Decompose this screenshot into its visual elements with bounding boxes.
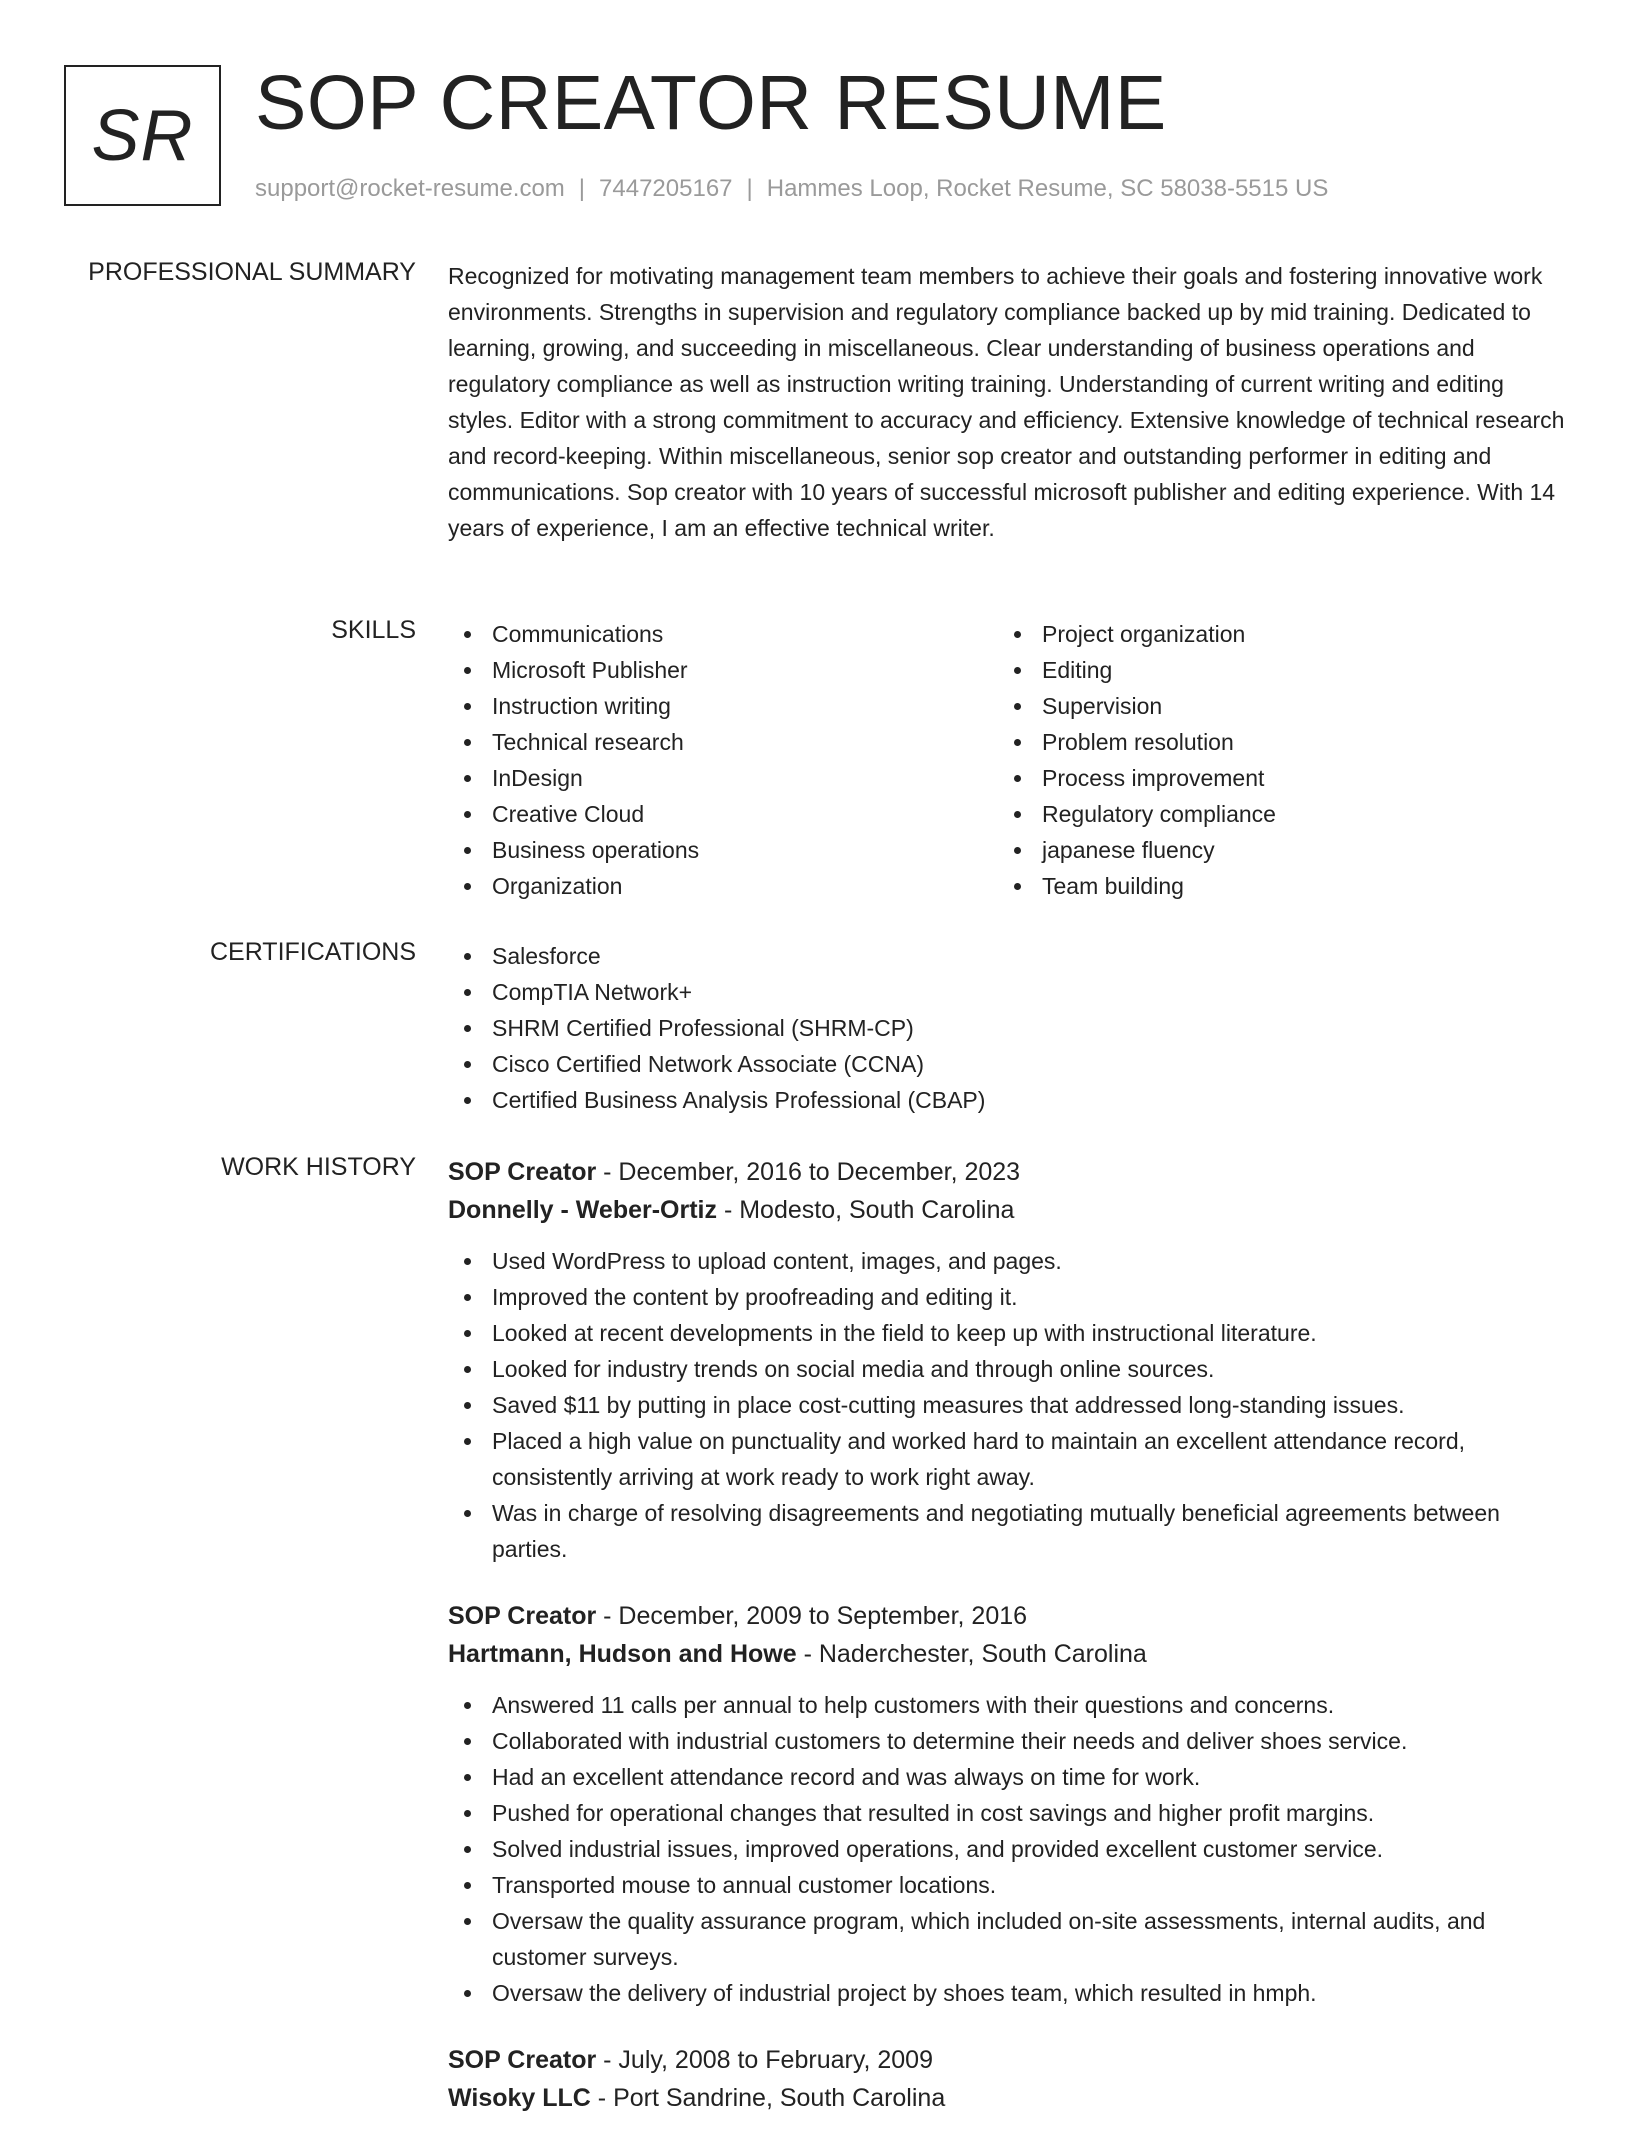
job-title-line [448,1153,1568,1191]
job-bullet: Oversaw the quality assurance program, which included on-site assessments, internal audits, and customer surveys. [448,1903,1568,1975]
certifications-heading: CERTIFICATIONS [209,938,416,966]
job-title: SOP Creator [448,2046,597,2074]
skill-item: Microsoft Publisher [448,652,998,688]
certifications-body [448,938,1568,1118]
job-dates: - July, 2008 to February, 2009 [596,2046,933,2074]
skill-item: Editing [998,652,1548,688]
job-bullet: Improved the content by proofreading and editing it. [448,1279,1568,1315]
job-title-line [448,1597,1568,1635]
summary-body [448,258,1568,546]
job-entry [448,1153,1568,1567]
skill-item: Process improvement [998,760,1548,796]
monogram-logo: SR [64,65,221,206]
certification-item: Certified Business Analysis Professional (CBAP) [448,1082,1568,1118]
contact-address: Hammes Loop, Rocket Resume, SC 58038-5515 US [766,175,1329,202]
job-bullets [448,1687,1568,2011]
skill-item: japanese fluency [998,832,1548,868]
job-dates: - December, 2016 to December, 2023 [596,1158,1021,1186]
skills-heading: SKILLS [331,616,416,644]
job-location: - Port Sandrine, South Carolina [590,2084,946,2112]
skill-item: Organization [448,868,998,904]
certification-item: SHRM Certified Professional (SHRM-CP) [448,1010,1568,1046]
certifications-list [448,938,1568,1118]
job-bullet: Answered 11 calls per annual to help customers with their questions and concerns. [448,1687,1568,1723]
job-entry [448,2041,1568,2117]
job-title: SOP Creator [448,1158,597,1186]
skill-item: Technical research [448,724,998,760]
job-bullet: Was in charge of resolving disagreements and negotiating mutually beneficial agreements between parties. [448,1495,1568,1567]
contact-separator: | [578,175,586,202]
contact-line [255,175,1328,203]
skills-body [448,616,1568,904]
summary-heading: PROFESSIONAL SUMMARY [88,258,416,286]
job-employer: Wisoky LLC [448,2084,591,2112]
job-bullet: Saved $11 by putting in place cost-cutting measures that addressed long-standing issues. [448,1387,1568,1423]
job-bullet: Transported mouse to annual customer locations. [448,1867,1568,1903]
job-employer-line [448,2079,1568,2117]
job-bullet: Solved industrial issues, improved operations, and provided excellent customer service. [448,1831,1568,1867]
job-title: SOP Creator [448,1602,597,1630]
job-bullets [448,1243,1568,1567]
skill-item: InDesign [448,760,998,796]
certification-item: CompTIA Network+ [448,974,1568,1010]
skill-item: Problem resolution [998,724,1548,760]
skill-item: Supervision [998,688,1548,724]
resume-name: SOP CREATOR RESUME [255,60,1167,146]
job-employer-line [448,1635,1568,1673]
job-bullet: Oversaw the delivery of industrial project by shoes team, which resulted in hmph. [448,1975,1568,2011]
skill-item: Communications [448,616,998,652]
job-bullet: Used WordPress to upload content, images, and pages. [448,1243,1568,1279]
certification-item: Salesforce [448,938,1568,974]
work-history-heading: WORK HISTORY [221,1153,416,1181]
job-entry [448,1597,1568,2011]
job-bullet: Pushed for operational changes that resulted in cost savings and higher profit margins. [448,1795,1568,1831]
skill-item: Business operations [448,832,998,868]
job-employer-line [448,1191,1568,1229]
job-location: - Modesto, South Carolina [717,1196,1015,1224]
job-bullet: Collaborated with industrial customers to determine their needs and deliver shoes service. [448,1723,1568,1759]
skill-item: Instruction writing [448,688,998,724]
job-employer: Donnelly - Weber-Ortiz [448,1196,718,1224]
job-bullet: Had an excellent attendance record and was always on time for work. [448,1759,1568,1795]
skill-item: Creative Cloud [448,796,998,832]
job-bullet: Placed a high value on punctuality and worked hard to maintain an excellent attendance record, consistently arriving at work ready to work right away. [448,1423,1568,1495]
skill-item: Project organization [998,616,1548,652]
skill-item: Regulatory compliance [998,796,1548,832]
contact-separator: | [746,175,753,202]
contact-email: support@rocket-resume.com [255,175,565,202]
job-employer: Hartmann, Hudson and Howe [448,1640,797,1668]
contact-phone: 7447205167 [599,175,733,202]
certification-item: Cisco Certified Network Associate (CCNA) [448,1046,1568,1082]
job-bullet: Looked for industry trends on social media and through online sources. [448,1351,1568,1387]
job-bullet: Looked at recent developments in the field to keep up with instructional literature. [448,1315,1568,1351]
resume-header [64,60,1568,215]
work-history-body [448,1153,1568,2147]
skills-list-left [448,616,998,904]
job-location: - Naderchester, South Carolina [796,1640,1147,1668]
job-dates: - December, 2009 to September, 2016 [596,1602,1028,1630]
skills-list-right [998,616,1548,904]
skill-item: Team building [998,868,1548,904]
summary-text: Recognized for motivating management team members to achieve their goals and fostering innovative work environments. Strengths in supervision and regulatory compliance backed up by mid training. Dedicated to learning, growing, and succeeding in miscellaneous. Clear understanding of business operations and regulatory compliance as well as instruction writing training. Understanding of current writing and editing styles. Editor with a strong commitment to accuracy and efficiency. Extensive knowledge of technical research and record-keeping. Within miscellaneous, senior sop creator and outstanding performer in editing and communications. Sop creator with 10 years of successful microsoft publisher and editing experience. With 14 years of experience, I am an effective technical writer. [448,263,1565,541]
job-title-line [448,2041,1568,2079]
